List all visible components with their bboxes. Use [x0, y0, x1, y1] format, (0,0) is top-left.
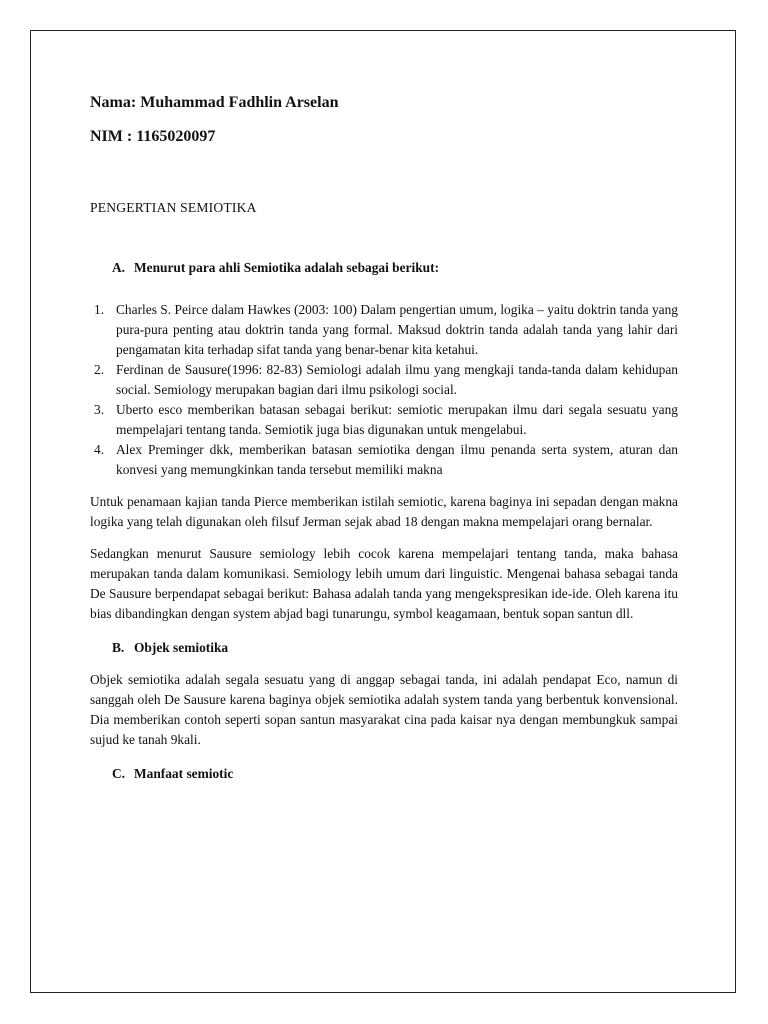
- student-name: Nama: Muhammad Fadhlin Arselan: [90, 94, 339, 111]
- paragraph-sausure: Sedangkan menurut Sausure semiology lebih cocok karena mempelajari tentang tanda, maka bahasa merupakan tanda dalam komunikasi. Semiology lebih umum dari linguistic. Mengenai bahasa sebagai tanda De Sausure berpendapat sebagai berikut: Bahasa adalah tanda yang mengekspresikan ide-ide. Oleh karena itu bias dibandingkan dengan system abjad bagi tunarungu, symbol keagamaan, bentuk sopan santun dll.: [90, 546, 678, 621]
- list-item-number: 4.: [94, 442, 105, 457]
- list-item-text: Alex Preminger dkk, memberikan batasan semiotika dengan ilmu penanda serta system, aturan dan konvesi yang memungkinkan tanda tersebut memiliki makna: [116, 442, 678, 477]
- list-item-number: 3.: [94, 402, 105, 417]
- list-item: [90, 360, 678, 400]
- list-item-text: Ferdinan de Sausure(1996: 82-83) Semiologi adalah ilmu yang mengkaji tanda-tanda dalam kehidupan social. Semiology merupakan bagian dari ilmu psikologi social.: [116, 362, 678, 397]
- section-b-title: Objek semiotika: [134, 640, 229, 655]
- document-title: PENGERTIAN SEMIOTIKA: [90, 200, 257, 215]
- list-item-number: 2.: [94, 362, 105, 377]
- paragraph-objek: Objek semiotika adalah segala sesuatu yang di anggap sebagai tanda, ini adalah pendapat Eco, namun di sanggah oleh De Sausure karena baginya objek semiotika adalah system tanda yang berbentuk konvensional. Dia memberikan contoh seperti sopan santun masyarakat cina pada kaisar nya dengan membungkuk sampai sujud ke tanah 9kali.: [90, 672, 678, 747]
- paragraph-pierce: Untuk penamaan kajian tanda Pierce memberikan istilah semiotic, karena baginya ini sepadan dengan makna logika yang telah digunakan oleh filsuf Jerman sejak abad 18 dengan makna mempelajari orang bernalar.: [90, 494, 678, 529]
- list-item: [90, 400, 678, 440]
- section-a-title: Menurut para ahli Semiotika adalah sebagai berikut:: [134, 260, 440, 275]
- section-a-letter: A.: [112, 260, 126, 275]
- expert-list: [90, 300, 678, 480]
- student-nim: NIM : 1165020097: [90, 128, 216, 145]
- list-item: [90, 300, 678, 360]
- section-c-heading: [90, 764, 678, 784]
- section-b-heading: [90, 638, 678, 658]
- list-item: [90, 440, 678, 480]
- list-item-text: Charles S. Peirce dalam Hawkes (2003: 100) Dalam pengertian umum, logika – yaitu doktrin tanda yang pura-pura penting atau doktrin tanda yang formal. Maksud doktrin tanda adalah tanda yang lahir dari pengamatan kita terhadap sifat tanda yang benar-benar kita ketahui.: [116, 302, 678, 357]
- section-a-heading: [90, 258, 678, 278]
- list-item-number: 1.: [94, 302, 105, 317]
- section-b-letter: B.: [112, 640, 125, 655]
- list-item-text: Uberto esco memberikan batasan sebagai berikut: semiotic merupakan ilmu dari segala sesuatu yang mempelajari tentang tanda. Semiotik juga bias digunakan untuk mengelabui.: [116, 402, 678, 437]
- section-c-letter: C.: [112, 766, 126, 781]
- section-c-title: Manfaat semiotic: [134, 766, 234, 781]
- document-body: [90, 92, 678, 784]
